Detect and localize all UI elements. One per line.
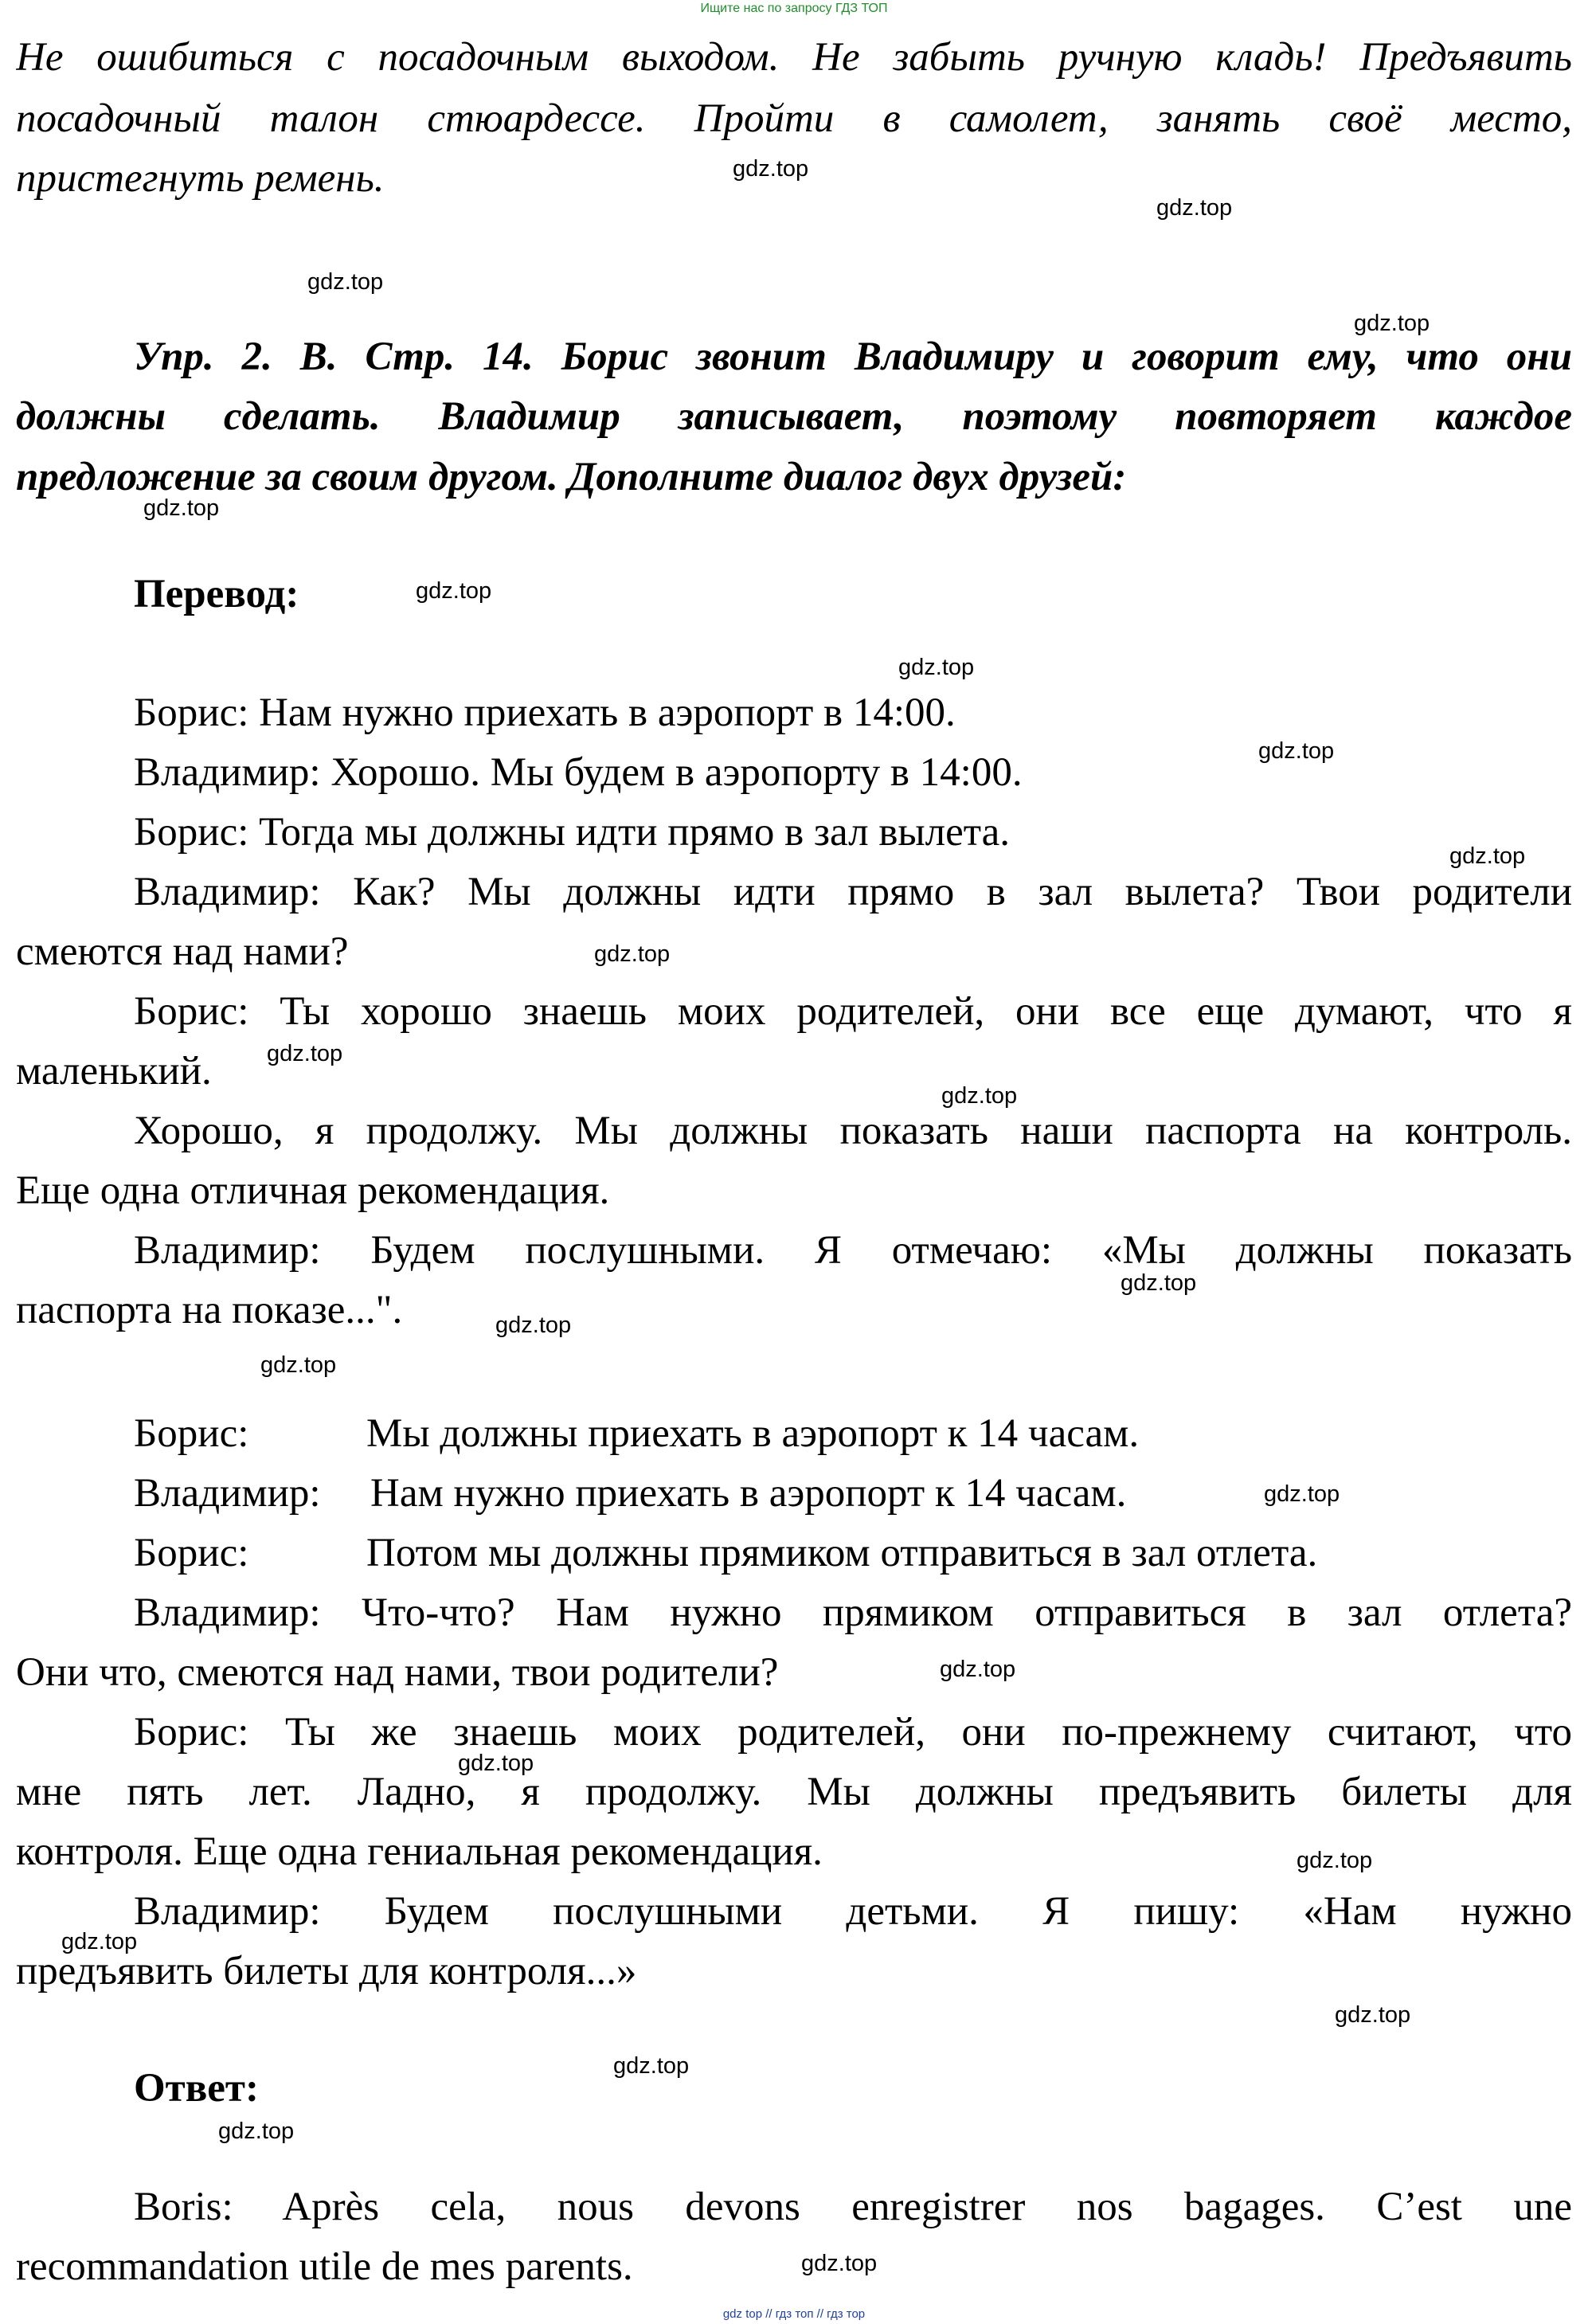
intro-line: посадочный талон стюардессе. Пройти в самолет, занять своё место, <box>16 96 1572 141</box>
watermark: gdz.top <box>1258 738 1335 764</box>
watermark: gdz.top <box>733 156 809 182</box>
footer-note: gdz top // гдз топ // гдз тор <box>722 2307 866 2321</box>
translation-line: Борис: Ты хорошо знаешь моих родителей, они все еще думают, что я <box>134 989 1572 1034</box>
watermark: gdz.top <box>1297 1848 1373 1873</box>
speaker-label: Борис: <box>134 1411 249 1456</box>
intro-line: Не ошибиться с посадочным выходом. Не забыть ручную кладь! Предъявить <box>16 35 1572 80</box>
translation-line: Владимир: Будем послушными. Я отмечаю: «Мы должны показать <box>134 1228 1572 1273</box>
dialogue-line <box>134 1461 1572 1525</box>
watermark: gdz.top <box>143 495 220 521</box>
watermark: gdz.top <box>1335 2002 1411 2028</box>
dialogue-line: мне пять лет. Ладно, я продолжу. Мы должны предъявить билеты для <box>16 1770 1572 1814</box>
watermark: gdz.top <box>941 1083 1018 1109</box>
dialogue-line <box>134 1402 1572 1465</box>
dialogue-line: Они что, смеются над нами, твои родители? <box>16 1650 779 1695</box>
watermark: gdz.top <box>458 1751 534 1776</box>
watermark: gdz.top <box>613 2053 690 2079</box>
dialogue-text: Мы должны приехать в аэропорт к 14 часам. <box>366 1411 1140 1456</box>
dialogue-line <box>134 1521 1572 1585</box>
header-note: Ищите нас по запросу ГДЗ ТОП <box>700 2 888 15</box>
translation-line: Еще одна отличная рекомендация. <box>16 1168 610 1213</box>
watermark: gdz.top <box>1156 195 1233 221</box>
intro-line: пристегнуть ремень. <box>16 156 385 201</box>
dialogue-line: Владимир: Что-что? Нам нужно прямиком отправиться в зал отлета? <box>134 1590 1572 1635</box>
watermark: gdz.top <box>495 1313 572 1338</box>
translation-line: Борис: Нам нужно приехать в аэропорт в 14:00. <box>134 691 956 735</box>
answer-heading: Ответ: <box>134 2066 259 2111</box>
watermark: gdz.top <box>940 1657 1016 1682</box>
watermark: gdz.top <box>1121 1270 1197 1296</box>
watermark: gdz.top <box>267 1041 343 1066</box>
dialogue-line: Борис: Ты же знаешь моих родителей, они по-прежнему считают, что <box>134 1710 1572 1755</box>
watermark: gdz.top <box>594 941 671 967</box>
watermark: gdz.top <box>307 269 384 295</box>
translation-line: Владимир: Как? Мы должны идти прямо в зал вылета? Твои родители <box>134 870 1572 914</box>
watermark: gdz.top <box>1354 311 1430 336</box>
dialogue-line: Владимир: Будем послушными детьми. Я пишу: «Нам нужно <box>134 1889 1572 1934</box>
translation-line: смеются над нами? <box>16 929 349 974</box>
answer-line: recommandation utile de mes parents. <box>16 2244 633 2289</box>
watermark: gdz.top <box>1264 1481 1340 1507</box>
exercise-line: предложение за своим другом. Дополните диалог двух друзей: <box>16 455 1127 499</box>
watermark: gdz.top <box>61 1929 138 1954</box>
translation-line: Хорошо, я продолжу. Мы должны показать наши паспорта на контроль. <box>134 1109 1572 1153</box>
dialogue-text: Потом мы должны прямиком отправиться в зал отлета. <box>366 1531 1318 1575</box>
exercise-title: Упр. 2. B. Стр. 14. Борис звонит Владимиру и говорит ему, что они <box>134 335 1572 379</box>
speaker-label: Борис: <box>134 1531 249 1575</box>
watermark: gdz.top <box>416 578 492 604</box>
translation-line: Владимир: Хорошо. Мы будем в аэропорту в 14:00. <box>134 750 1023 795</box>
dialogue-line: предъявить билеты для контроля...» <box>16 1949 637 1993</box>
watermark: gdz.top <box>801 2251 878 2276</box>
watermark: gdz.top <box>218 2119 295 2144</box>
exercise-line: должны сделать. Владимир записывает, поэтому повторяет каждое <box>16 394 1572 439</box>
watermark: gdz.top <box>260 1352 337 1378</box>
translation-line: маленький. <box>16 1049 212 1094</box>
speaker-label: Владимир: <box>134 1471 321 1516</box>
answer-line: Boris: Après cela, nous devons enregistrer nos bagages. C’est une <box>134 2185 1572 2229</box>
dialogue-line: контроля. Еще одна гениальная рекомендация. <box>16 1829 823 1874</box>
translation-heading: Перевод: <box>134 572 299 616</box>
watermark: gdz.top <box>898 655 975 680</box>
watermark: gdz.top <box>1449 843 1526 869</box>
dialogue-text: Нам нужно приехать в аэропорт к 14 часам. <box>370 1471 1127 1516</box>
translation-line: Борис: Тогда мы должны идти прямо в зал вылета. <box>134 810 1011 855</box>
translation-line: паспорта на показе...". <box>16 1288 403 1332</box>
